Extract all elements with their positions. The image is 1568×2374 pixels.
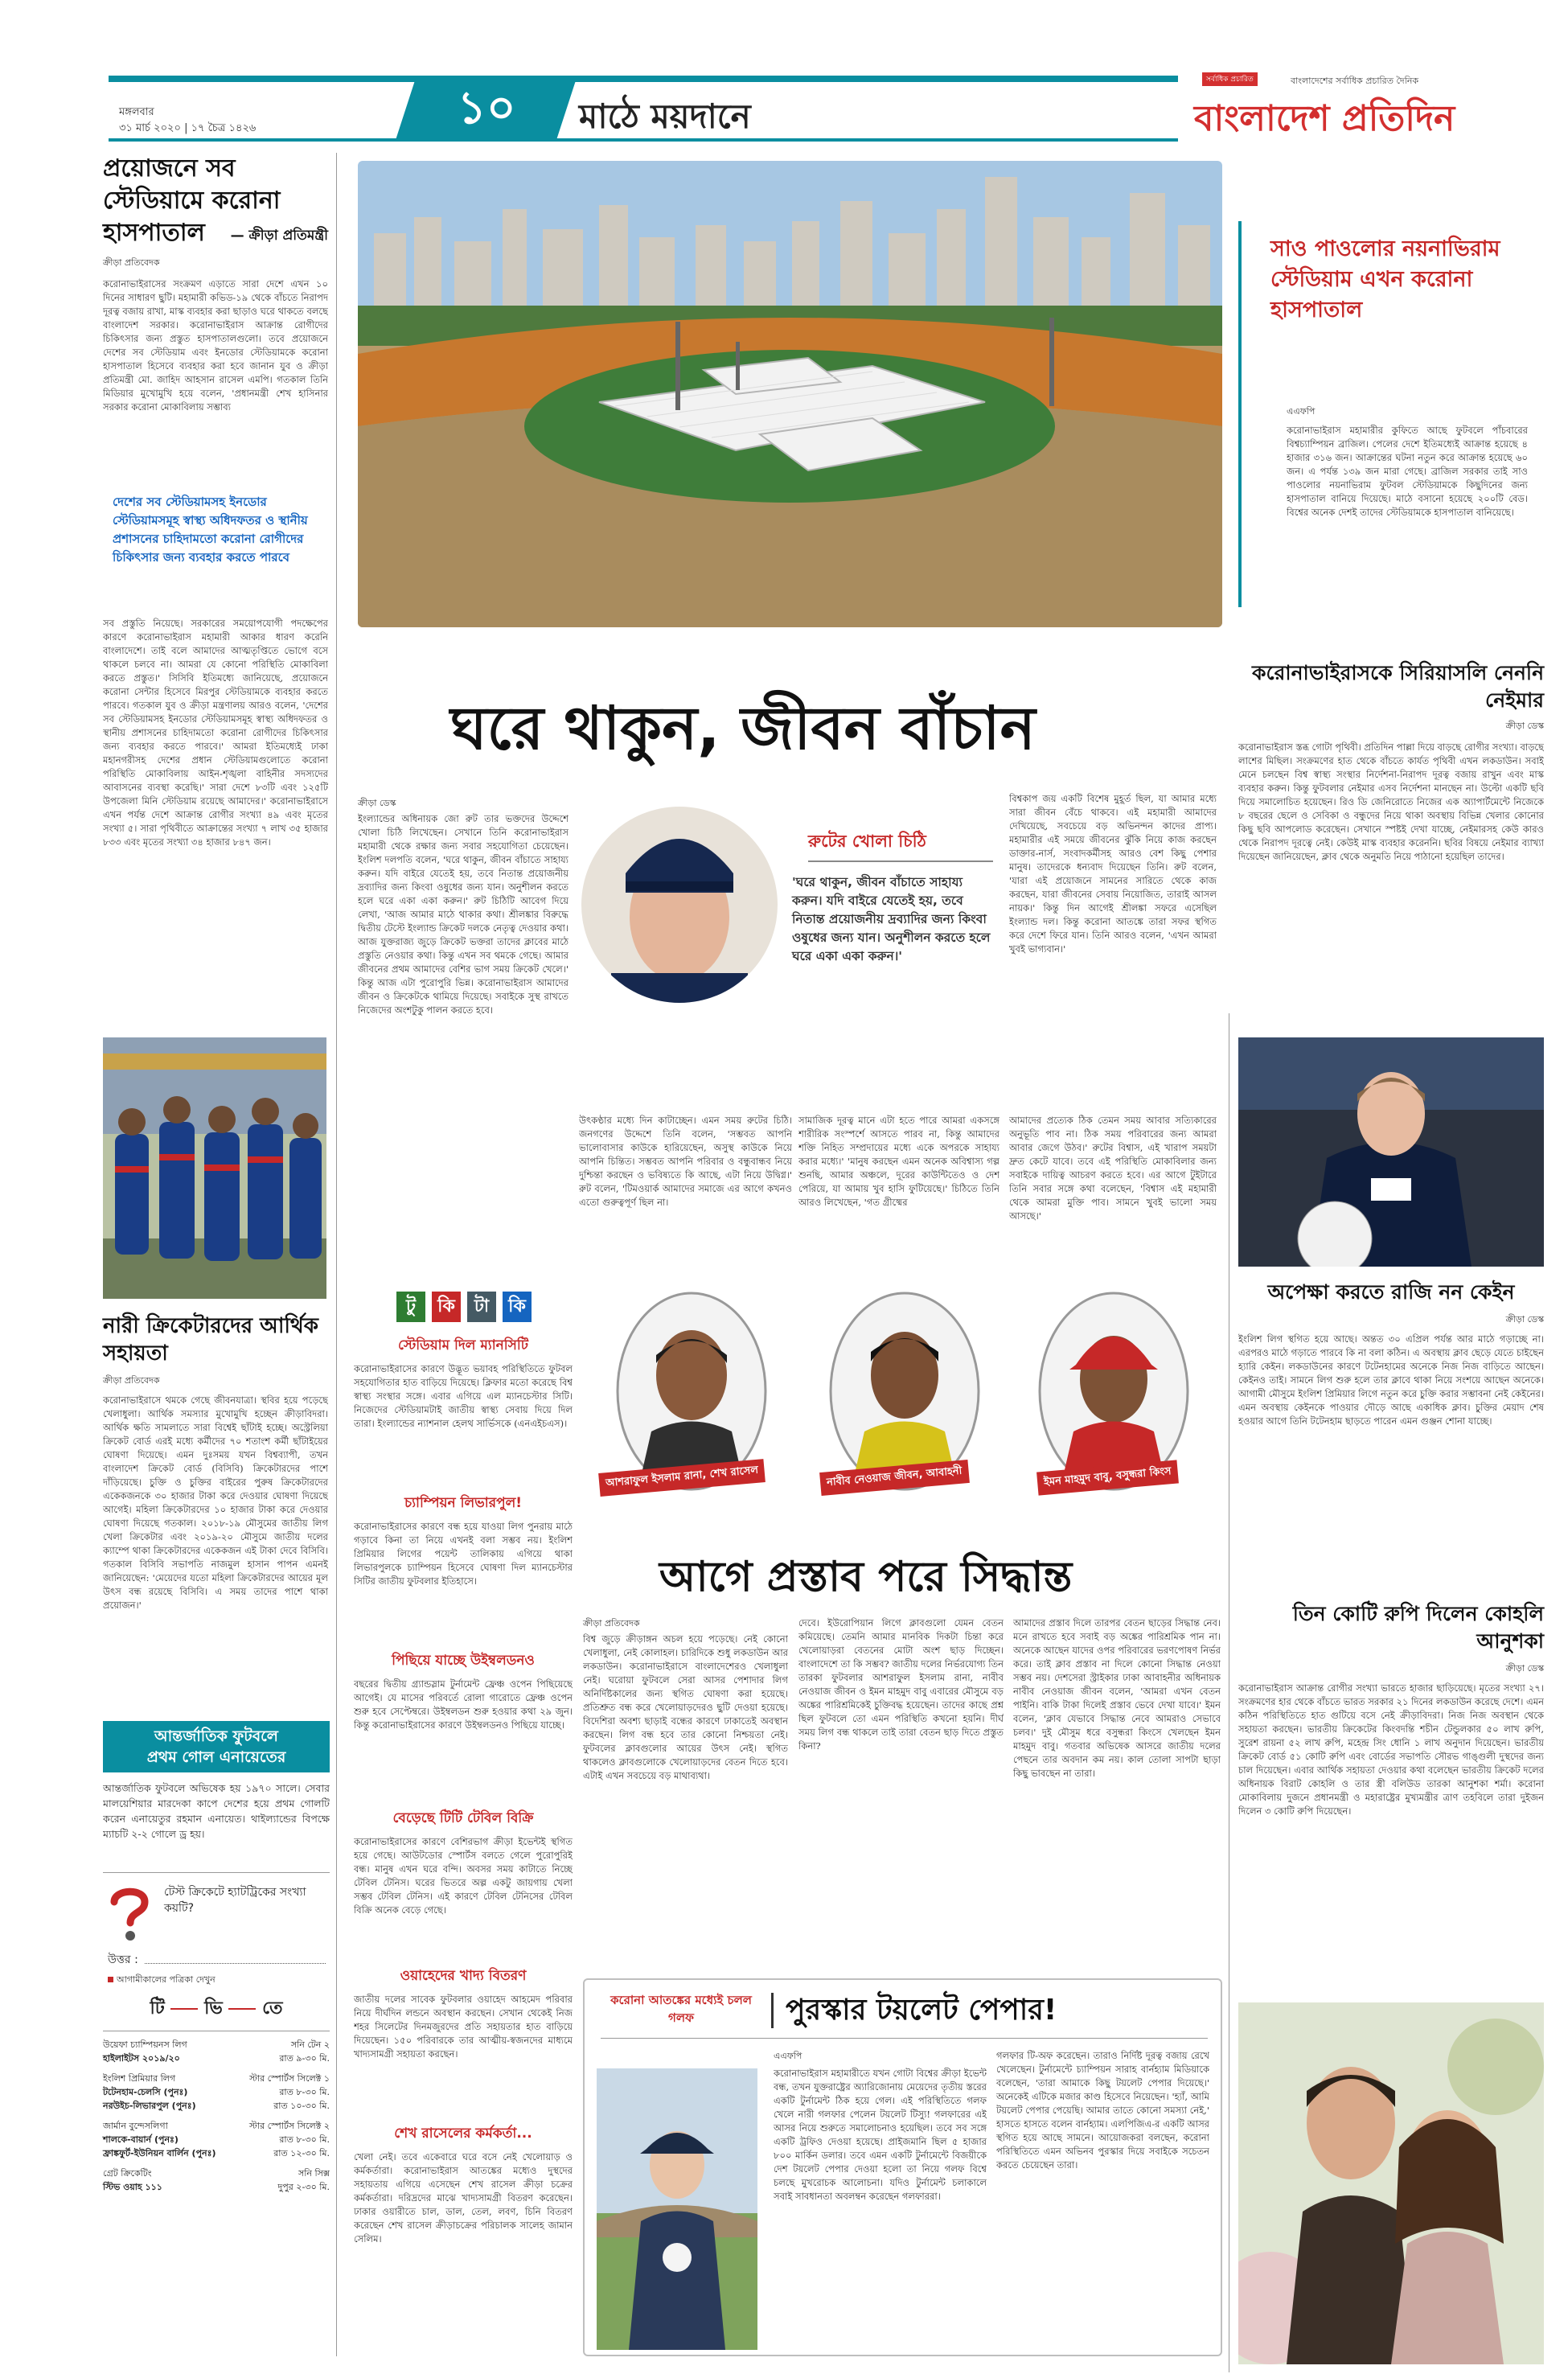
tv-match: নরউইচ-লিভারপুল (পুনঃ) [103, 2101, 196, 2111]
tv-title-1: টি [150, 1998, 165, 2019]
sao-paulo-body: করোনাভাইরাস মহামারীর কুফিতে আছে ফুটবলে পাঁচবারের বিশ্বচ্যাম্পিয়ন ব্রাজিল। পেলের দেশে ইতিমধ্যেই আক্রান্ত হয়েছে ৪ হাজার ৩১৬ জন। আক্রান্তের ঘটনা নতুন করে আক্রান্ত হয়েছে ৬০ জন। এ পর্যন্ত ১৩৯ জন মারা গেছে। ব্রাজিল সরকার তাই সাও পাওলোর নয়নাভিরাম ফুটবল স্টেডিয়ামকে কিছুদিনের জন্য হাসপাতাল বানিয়ে দিয়েছে। মাঠে বসানো হয়েছে ২০০টি বেড। বিশ্বের অনেক দেশই তাদের স্টেডিয়ামকে হাসপাতাল বানিয়েছে। [1287, 425, 1528, 518]
tv-listing-row [103, 2119, 330, 2146]
women-cricket-byline: ক্রীড়া প্রতিবেদক [103, 1375, 160, 1386]
kohli-anushka-photo [1238, 2002, 1544, 2364]
tv-match: শালকে-বায়ার্ন (পুনঃ) [103, 2134, 179, 2145]
joe-root-photo [579, 796, 780, 1013]
golf-divider [771, 1993, 774, 2028]
brand-logo [1186, 71, 1548, 143]
tukitaki-item-body: করোনাভাইরাসের কারণে উদ্ভূত ভয়াবহ পরিস্থিতিতে ফুটবল সহযোগিতার হাত বাড়িয়ে দিয়েছে। ক্লিফার মতো করেছে বিশ্ব স্বাস্থ্য সংস্থার সঙ্গে। এবার এগিয়ে এল ম্যানচেস্টার সিটি। নিজেদের স্টেডিয়ামটাই জাতীয় স্বাস্থ্য সেবায় দিয়ে দিল তারা। ইংল্যান্ডের ন্যাশনাল হেলথ সার্ভিসকে (এনএইচএস)। [354, 1363, 573, 1429]
left-story-para2: সব প্রস্তুতি নিয়েছে। সরকারের সময়োপযোগী পদক্ষেপের কারণে করোনাভাইরাস মহামারী আকার ধারণ করেনি বাংলাদেশে। তাই বলে আমাদের আত্মতৃপ্তিতে ভোগে বসে থাকলে চলবে না। আমরা যে কোনো পরিস্থিতি মোকাবিলা করতে প্রস্তুত।' সিসিবি ইতিমধ্যে জানিয়েছে, প্রয়োজনে করোনা সেন্টার হিসেবে মিরপুর স্টেডিয়ামকে ব্যবহার করতে পারবে। গতকাল যুব ও ক্রীড়া মন্ত্রণালয় আরও বলেন, 'দেশের সব স্টেডিয়ামসহ ইনডোর স্টেডিয়ামসমূহ স্বাস্থ্য অধিদফতর ও স্থানীয় প্রশাসনের চাহিদামতো করোনা রোগীদের চিকিৎসার জন্য ব্যবহার করতে পারবে।' আমরা ইতিমধ্যেই ঢাকা মহানগরীসহ দেশের প্রধান স্টেডিয়ামগুলোতে করোনা পরিস্থিতি মোকাবিলায় আইন-শৃঙ্খলা বাহিনীর সদস্যদের আবাসনের ব্যবস্থা করেছি।' সারা দেশে ৮৩টি এবং ১২৫টি উপজেলা মিনি স্টেডিয়াম রয়েছে আমাদের।' করোনাভাইরাসে এখন পর্যন্ত দেশে আক্রান্ত রোগীর সংখ্যা ৪৯ এবং মৃতের সংখ্যা ৫। সারা পৃথিবীতে আক্রান্তের সংখ্যা ৭ লাখ ৩৫ হাজার ৮৩৩ এবং মৃতের সংখ্যা ৩৪ হাজার ৮৪৭ জন। [103, 618, 328, 848]
question-mark-icon [108, 1884, 151, 1942]
women-cricket-title: নারী ক্রিকেটারদের আর্থিক সহায়তা [103, 1314, 318, 1366]
tv-match-line [103, 2180, 330, 2194]
neymar-title: করোনাভাইরাসকে সিরিয়াসলি নেননি নেইমার [1252, 661, 1544, 712]
quiz-box [103, 1872, 330, 1985]
tv-league: ইংলিশ প্রিমিয়ার লিগ [103, 2073, 176, 2084]
root-col4: সামাজিক দূরত্ব মানে এটা হতে পারে আমরা একসঙ্গে শারীরিক সংস্পর্শে আসতে পারব না, কিন্তু আমাদের শক্তি নিহিত সম্প্রদায়ের মধ্যে একে অপরকে সাহায্য করার মধ্যে।' 'মানুষ করছেন এমন অনেক অবিশ্বাস্য গল্প শুনছি, আমার অঞ্চলে, দূরের কাউন্টিতেও ও দেশ পেরিয়ে, যা আমায় খুব হাসি ফুটিয়েছে।' চিঠিতে তিনি আরও লিখেছেন, 'গত গ্রীষ্মের [798, 1115, 999, 1208]
tv-match: স্টিভ ওয়াহ ১১১ [103, 2182, 162, 2192]
tukitaki-item [354, 1493, 573, 1642]
tukitaki-item-body: করোনাভাইরাসের কারণে বন্ধ হয়ে যাওয়া লিগ পুনরায় মাঠে গড়াবে কিনা তা নিয়ে এখনই বলা সম্ভব নয়। ইংলিশ প্রিমিয়ার লিগের পয়েন্ট তালিকায় এগিয়ে থাকা লিভারপুলকে চ্যাম্পিয়ন হিসেবে ঘোষণা দিল ম্যানচেস্টার সিটির জাতীয় ফুটবলার ইতিহাসে। [354, 1521, 573, 1587]
tv-match-line [103, 2052, 330, 2065]
tv-match: ফ্রাঙ্কফুর্ট-ইউনিয়ন বার্লিন (পুনঃ) [103, 2148, 216, 2158]
tukitaki-letter-4: কি [503, 1292, 532, 1322]
brand-name: বাংলাদেশ প্রতিদিন [1194, 98, 1455, 139]
quiz-note-text: আগামীকালের পত্রিকা দেখুন [117, 1974, 215, 1985]
golfer-photo [597, 2068, 757, 2350]
root-col5: আমাদের প্রত্যেক ঠিক তেমন সময় আবার সত্যিকারের অনুভূতি পাব না। ঠিক সময় পরিবারের জন্য আমরা আবার জেগে উঠব।' রুটের বিশ্বাস, এই খারাপ সময়টা দ্রুত কেটে যাবে। তবে এই পরিস্থিতি মোকাবিলার জন্য সবাইকে দায়িত্ব আচরণ করতে হবে। এর আগে টুইটারে তিনি সবার সঙ্গে কথা বলেছেন, 'বিশ্বাস এই মহামারী থেকে আমরা মুক্তি পাব। সামনে খুবই ভালো সময় আসছে।' [1009, 1115, 1217, 1222]
tv-time: রাত ৯-৩০ মি. [279, 2053, 330, 2064]
player-1 [599, 1291, 784, 1532]
proposal-col3: আমাদের প্রস্তাব দিলে তারপর বেতন ছাড়ের সিদ্ধান্ত নেব। মনে রাখতে হবে সবাই বড় অঙ্কের পারিশ্রমিক পান না। অনেকে আছেন যাদের ওপর পরিবারের ভরণপোষণ নির্ভর করে। তাই ক্লাব প্রস্তাব না দিলে কোনো সিদ্ধান্ত নেওয়া সম্ভব নয়। দেশসেরা স্ট্রাইকার ঢাকা আবাহনীর অধিনায়ক নাবীব নেওয়াজ জীবন বলেন, 'আমরা এখন বেতন পাইনি। বাকি টাকা দিলেই প্রস্তাব ভেবে দেখা যাবে।' ইমন বলেন, 'ক্লাব যেভাবে সিদ্ধান্ত নেবে আমরাও সেভাবে চলব।' দুই মৌসুম ধরে বসুন্ধরা কিংসে খেলছেন ইমন মাহমুদ বাবু। গতবার অভিষেক আসরে জাতীয় দলের পেছনে তার অবদান কম নয়। কাল তোলা সাপটা ছাড়া কিছু ভাবছেন না তারা। [1013, 1617, 1221, 1779]
player-1-label: আশরাফুল ইসলাম রানা, শেখ রাসেল [598, 1459, 766, 1497]
left-story-highlight: দেশের সব স্টেডিয়ামসহ ইনডোর স্টেডিয়ামসমূহ স্বাস্থ্য অধিদফতর ও স্থানীয় প্রশাসনের চাহিদামতো করোনা রোগীদের চিকিৎসার জন্য ব্যবহার করতে পারবে [113, 495, 308, 565]
tv-time: রাত ৮-৩০ মি. [279, 2087, 330, 2097]
root-col3: বিশ্বকাপ জয় একটি বিশেষ মুহূর্ত ছিল, যা আমার মধ্যে সারা জীবন বেঁচে থাকবে। এই মহামারী আমাদের দেখিয়েছে, সবচেয়ে বড় অভিনন্দন কাদের প্রাপ্য। মহামারীর এই সময়ে জীবনের ঝুঁকি নিয়ে কাজ করছেন ডাক্তার-নার্স, সংবাদকর্মীসহ আরও বেশ কিছু পেশার মানুষ। তাদেরকে ধন্যবাদ দিয়েছেন তিনি। রুট বলেন, 'যারা এই প্রয়োজনে সামনের সারিতে থেকে কাজ করছেন, যারা জীবনের সেবায় নিয়োজিত, তারাই আসল নায়ক।' কিন্তু দিন আগেই শ্রীলঙ্কা সফরে এসেছিল ইংল্যান্ড দল। কিন্তু করোনা আতঙ্কে তারা সফর স্থগিত করে দেশে ফিরে যান। তিনি আরও বলেন, 'এখন আমরা খুবই ভাগ্যবান।' [1009, 793, 1217, 955]
golf-col2: গলফার টি-অফ করেছেন। তারাও নির্দিষ্ট দূরত্ব বজায় রেখে খেলেছেন। টুর্নামেন্টে চ্যাম্পিয়ন সারাহ বার্নহ্যাম মিডিয়াকে বলেছেন, 'তারা আমাকে কিছু টয়লেট পেপার দিয়েছে।' অনেকেই এটিকে মজার কাণ্ড হিসেবে নিয়েছেন। 'হ্যাঁ, আমি টয়লেট পেপার পেয়েছি। আমার তাতে কোনো সমস্যা নেই,' হাসতে হাসতে বলেন বার্নহ্যাম। এলপিজিএ-র একটি আসর স্থগিত হয়ে আছে সামনে। আয়োজকরা বলছেন, করোনা পরিস্থিতিতে এমন অভিনব পুরস্কার দিয়ে সবাইকে সচেতন করতে চেয়েছেন তারা। [996, 2050, 1209, 2171]
tv-time: রাত ৮-৩০ মি. [279, 2134, 330, 2145]
proposal-col1: বিশ্ব জুড়ে ক্রীড়াঙ্গন অচল হয়ে পড়েছে। নেই কোনো খেলাধুলা, নেই কোলাহল। চারিদিকে শুধু লকডাউন আর লকডাউন। করোনাভাইরাসে বাংলাদেশেরও খেলাধুলা নেই। ঘরোয়া ফুটবলে সেরা আসর পেশাদার লিগ অনির্দিষ্টকালের জন্য স্থগিত ঘোষণা করা হয়েছে। প্রতিশ্রুত বন্ধ করে খেলোয়াড়দেরও ছুটি দেওয়া হয়েছে। বিদেশিরা অবশ্য ছাড়াই বন্ধের কারণে ঢাকাতেই অবস্থান করছেন। লিগ বন্ধ হবে তার কোনো নিশ্চয়তা নেই। ফুটবলের ক্লাবগুলোর আয়ের উৎস নেই। স্থগিত থাকলেও ক্লাবগুলোকে খেলোয়াড়দের বেতন দিতে হবে। এটাই এখন সবচেয়ে বড় মাথাব্যথা। [583, 1633, 788, 1781]
tv-match: হাইলাইটস ২০১৯/২০ [103, 2053, 180, 2064]
left-story-attribution: — ক্রীড়া প্রতিমন্ত্রী [230, 228, 328, 244]
tv-channel: স্টার স্পোর্টস সিলেক্ট ১ [248, 2073, 330, 2084]
kohli-title: তিন কোটি রুপি দিলেন কোহলি আনুশকা [1292, 1602, 1544, 1653]
golf-col1: করোনাভাইরাস মহামারীতে যখন গোটা বিশ্বের ক্রীড়া ইভেন্ট বন্ধ, তখন যুক্তরাষ্ট্রের অ্যারিজোনায় মেয়েদের তৃতীয় স্তরের একটি টুর্নামেন্ট ঠিক হয়ে গেল। এই পরিস্থিতিতে গলফ খেলে নারী গলফার পেলেন টয়লেট টিস্যু! গলফারের এই আসর নিয়ে শুরুতে সমালোচনাও হয়েছিল। তবে সব সঙ্গে একটি ট্রফিও দেওয়া হয়েছে। প্রাইজমানি ছিল ৫ হাজার ৮০০ মার্কিন ডলার। তবে এমন একটি টুর্নামেন্টে বিজয়ীকে দেশ টয়লেট পেপার দেওয়া হলো তা নিয়ে গলফ বিশ্বে চলছে মুখরোচক আলোচনা। যদিও টুর্নামেন্ট চলাকালে সবাই সাবধানতা অবলম্বন করেছেন গলফাররা। [774, 2068, 987, 2202]
neymar-body: করোনাভাইরাস স্তব্ধ গোটা পৃথিবী। প্রতিদিন পাল্লা দিয়ে বাড়ছে রোগীর সংখ্যা। বাড়ছে লাশের মিছিল। সংক্রমণের হাত থেকে বাঁচতে কার্যত পৃথিবী এখন লকডাউন। সবাই মেনে চলছেন বিশ্ব স্বাস্থ্য সংস্থার নির্দেশনা-নিরাপদ দূরত্ব বজায় রাখুন এবং মাস্ক ব্যবহার করুন। কিন্তু ফুটবলার নেইমার এসব নির্দেশনা মানছেন না। উল্টো একটি ছবি দিয়ে সমালোচিত হয়েছেন। রিও ডি জেনিরোতে নিজের এক অ্যাপার্টমেন্টে নিজেকে ৮ বছরের ছেলে ও সেবিকা ও বন্ধুদের নিয়ে থাকা অবস্থায় বিভিন্ন খেলার কোনোর কিছু ছবি আপলোড করেছেন। সেখানে স্পষ্টই দেখা যাচ্ছে, নেইমারসহ কেউ কারও থেকে নিরাপদ দূরত্বে নেই। কেউই মাস্ক ব্যবহার করেননি। ছবির বিষয়ে নেইমার ব্যাখ্যা দিয়েছেন জানিয়েছেন, ক্লাব থেকে অনুমতি নিয়ে পাঠানো হয়েছিল তাদের। [1238, 741, 1544, 862]
intl-football-box [103, 1721, 330, 1865]
tv-listing-row [103, 2072, 330, 2099]
tv-title-sep-1 [170, 2008, 198, 2010]
brand-tagline: বাংলাদেশের সর্বাধিক প্রচারিত দৈনিক [1291, 76, 1419, 86]
women-cricketers-photo [103, 1037, 326, 1299]
tukitaki-item-title: বেড়েছে টিটি টেবিল বিক্রি [392, 1810, 534, 1826]
tv-channel: সনি টেন ২ [290, 2039, 330, 2050]
golf-kicker: করোনা আতঙ্কের মধ্যেই চলল গলফ [610, 1993, 752, 2025]
tv-league: জার্মান বুন্দেসলিগা [103, 2121, 168, 2131]
root-tag-rule [808, 860, 993, 862]
neymar-byline: ক্রীড়া ডেস্ক [1505, 721, 1544, 731]
player-photos [583, 1283, 1226, 1536]
tv-match-line [103, 2146, 330, 2160]
golf-headline: পুরস্কার টয়লেট পেপার! [786, 1994, 1057, 2027]
intl-football-body: আন্তর্জাতিক ফুটবলে অভিষেক হয় ১৯৭০ সালে। সেবার মালয়েশিয়ার মারদেকা কাপে দেশের হয়ে প্রথম গোলটি করেন এনায়েতুর রহমান এনায়েত। থাইল্যান্ডের বিপক্ষে ম্যাচটি ২-২ গোলে ড্র হয়। [103, 1782, 330, 1840]
tv-title-sep-2 [228, 2008, 256, 2010]
quiz-note [108, 1973, 215, 1988]
intl-football-title-line2: প্রথম গোল এনায়েতের [146, 1748, 286, 1766]
sao-paulo-stadium-photo [358, 161, 1222, 627]
neymar-story [1238, 659, 1544, 1006]
women-cricket-story [103, 1312, 328, 1715]
tukitaki-item-title: চ্যাম্পিয়ন লিভারপুল! [404, 1495, 523, 1511]
weekday: মঙ্গলবার [119, 106, 154, 118]
tukitaki-item-body: করোনাভাইরাসের কারণে বেশিরভাগ ক্রীড়া ইভেন্টই স্থগিত হয়ে গেছে। আউটডোর স্পোর্টস বলতে গেলে পুরোপুরিই বন্ধ। মানুষ এখন ঘরে বন্দি। অবসর সময় কাটাতে নিচ্ছে টেবিল টেনিস। ঘরের ভিতরে অল্প একটু জায়গায় খেলা সম্ভব টেবিল টেনিস। এই কারণে টেবিল টেনিসের টেবিল বিক্রি অনেক বেড়ে গেছে। [354, 1836, 573, 1916]
tukitaki-item [354, 1335, 573, 1485]
harry-kane-photo [1238, 1037, 1544, 1267]
left-story-byline: ক্রীড়া প্রতিবেদক [103, 257, 160, 268]
quiz-answer-line[interactable] [145, 1963, 326, 1964]
sao-paulo-byline: এএফপি [1287, 406, 1316, 417]
tv-listing-row [103, 2146, 330, 2160]
tv-listing-header [103, 2072, 330, 2085]
tukitaki-title [396, 1285, 541, 1325]
player-2-label: নাবীব নেওয়াজ জীবন, আবাহনী [819, 1460, 970, 1496]
proposal-headline: আগে প্রস্তাব পরে সিদ্ধান্ত [659, 1553, 1073, 1601]
quiz-question: টেস্ট ক্রিকেটে হ্যাটট্রিকের সংখ্যা কয়টি? [164, 1886, 306, 1915]
tukitaki-letter-1: টু [396, 1292, 425, 1322]
sao-paulo-story [1238, 205, 1544, 627]
tv-rows [103, 2038, 330, 2194]
tv-listing-header [103, 2038, 330, 2052]
kohli-body: করোনাভাইরাস আক্রান্ত রোগীর সংখ্যা ভারতে হাজার ছাড়িয়েছে। মৃতের সংখ্যা ২৭। সংক্রমণের হার থেকে বাঁচতে ভারত সরকার ২১ দিনের লকডাউন করেছে দেশে। এমন কঠিন পরিস্থিতিতে হাত গুটিয়ে বসে নেই ক্রীড়াবিদরা। নিজ নিজ অবস্থান থেকে সহায়তা করছেন। ভারতীয় ক্রিকেটের কিংবদন্তি শচীন টেন্ডুলকার ৫০ লাখ রুপি, সুরেশ রায়না ৫২ লাখ রুপি, মহেন্দ্র সিং ধোনি ১ লাখ অনুদান দিয়েছেন। ভারতীয় ক্রিকেট বোর্ড ৫১ কোটি রুপি এবং বোর্ডের সভাপতি সৌরভ গাঙ্গুলী দুস্থদের জন্য চাল দিয়েছেন। এবার আর্থিক সহায়তা দেওয়ার কথা বলেছেন ভারতীয় ক্রিকেট দলের অধিনায়ক বিরাট কোহলি ও তার স্ত্রী বলিউড তারকা আনুশকা শর্মা। করোনা মোকাবিলায় দুজনে প্রধানমন্ত্রী ও মহারাষ্ট্রের মুখ্যমন্ত্রীর ত্রাণ তহবিলে তারা দুইজন দিলেন ৩ কোটি রুপি দিয়েছেন। [1238, 1682, 1544, 1817]
tv-match-line [103, 2085, 330, 2099]
women-cricket-body: করোনাভাইরাসে থমকে গেছে জীবনযাত্রা। স্থবির হয়ে পড়েছে খেলাধুলা। আর্থিক সমস্যার মুখোমুখি হচ্ছেন ক্রীড়াবিদরা। আর্থিক ক্ষতি সামলাতে সারা বিশ্বেই ছাঁটাই হচ্ছে। অস্ট্রেলিয়া ক্রিকেট বোর্ড এরই মধ্যে কর্মীদের ৭০ শতাংশ কর্মী ছাঁটাইয়ের ঘোষণা দিয়েছে। এমন দুঃসময় যখন বিশ্বব্যাপী, তখন বাংলাদেশ ক্রিকেট বোর্ড (বিসিবি) ক্রিকেটারদের পাশে দাঁড়িয়েছে। চুক্তি ও চুক্তির বাইরের পুরুষ ক্রিকেটারদের একেকজনকে ৩০ হাজার টাকা করে দেওয়ার ঘোষণা দিয়েছে আগেই। মহিলা ক্রিকেটারদের ১০ হাজার টাকা করে দেওয়ার ঘোষণা দিয়েছে গতকাল। ২০১৮-১৯ মৌসুমের জাতীয় লিগ খেলা ক্রিকেটার এবং ২০১৯-২০ মৌসুমে জাতীয় দলের ক্যাম্পে থাকা ক্রিকেটারদের একেকজন এই টাকা দেবে বিসিবি। গতকাল বিসিবি সভাপতি নাজমুল হাসান পাপন এমনই জানিয়েছেন: 'মেয়েদের যতো মহিলা ক্রিকেটারদের আয়ের মূল উৎস বন্ধ রয়েছে বিসিবি। এ সময় তাদের পাশে থাকা প্রয়োজন।' [103, 1394, 328, 1611]
left-story [103, 153, 328, 1083]
tv-time: রাত ১০-৩০ মি. [273, 2101, 330, 2111]
proposal-col2: দেবে। ইউরোপিয়ান লিগে ক্লাবগুলো যেমন বেতন কমিয়েছে। তেমনি আমার মানবিক দিকটা চিন্তা করে খেলোয়াড়রা বেতনের মোটা অংশ ছাড় দিচ্ছেন। বাংলাদেশে তা কি সম্ভব? জাতীয় দলের নির্ভরযোগ্য তিন তারকা ফুটবলার আশরাফুল ইসলাম রানা, নাবীব নেওয়াজ জীবন ও ইমন মাহমুদ বাবু এবারের মৌসুমে বড় অঙ্কের পারিশ্রমিকেই চুক্তিবদ্ধ হয়েছেন। তাদের কাছে প্রশ্ন ছিল ফুটবলে তো এমন পরিস্থিতি কখনো হয়নি। দীর্ঘ সময় লিগ বন্ধ থাকলে তাই তারা বেতন ছাড় দিতে প্রস্তুত কিনা? [798, 1617, 1004, 1752]
tukitaki-item-body: খেলা নেই। তবে একেবারে ঘরে বসে নেই খেলোয়াড় ও কর্মকর্তারা। করোনাভাইরাস আতঙ্কের মধ্যেও দুস্থদের সহায়তায় এগিয়ে এসেছেন শেখ রাসেল ক্রীড়া চক্রের কর্মকর্তারা। দরিদ্রদের মাঝে খাদ্যসামগ্রী বিতরণ করেছেন। ঢাকার ওয়ারীতে চাল, ডাল, তেল, লবণ, চিনি বিতরণ করেছেন শেখ রাসেল ক্রীড়াচক্রের পরিচালক সালেহ জামান সেলিম। [354, 2151, 573, 2245]
root-quote: 'ঘরে থাকুন, জীবন বাঁচাতে সাহায্য করুন। যদি বাইরে যেতেই হয়, তবে নিতান্ত প্রয়োজনীয় দ্রব্যাদির জন্য কিংবা ওষুধের জন্য যান। অনুশীলন করতে হলে ঘরে একা একা করুন।' [792, 875, 991, 963]
tukitaki-item [354, 1965, 573, 2115]
player-2 [812, 1291, 997, 1532]
root-feature [579, 796, 1001, 1102]
tv-listing-header [103, 2119, 330, 2133]
quiz-answer-label: উত্তর : [108, 1953, 138, 1966]
tv-match: টটেনহাম-চেলসি (পুনঃ) [103, 2087, 188, 2097]
section-title: মাঠে ময়দানে [579, 97, 751, 136]
left-story-title: প্রয়োজনে সব স্টেডিয়ামে করোনা হাসপাতাল [103, 154, 281, 247]
tv-listing-row [103, 2099, 330, 2113]
tv-title-2: ভি [204, 1998, 223, 2019]
brand-badge: সর্বাধিক প্রচারিত [1202, 72, 1258, 86]
tv-league: গ্রেট ক্রিকেটিং [103, 2168, 152, 2179]
tv-match-line [103, 2133, 330, 2146]
tv-title [103, 1994, 330, 2031]
tukitaki-item [354, 2123, 573, 2271]
kane-title: অপেক্ষা করতে রাজি নন কেইন [1267, 1280, 1515, 1304]
quiz-note-marker [108, 1977, 113, 1982]
golf-rule [601, 2038, 1208, 2039]
tukitaki-item-body: জাতীয় দলের সাবেক ফুটবলার ওয়াহেদ আহমেদ পরিবার নিয়ে দীর্ঘদিন লন্ডনে অবস্থান করছেন। সেখান থেকেই নিজ শহর সিলেটের দিনমজুরদের প্রতি সহায়তার হাত বাড়িয়ে দিয়েছেন। ১৫০ পরিবারকে তার আত্মীয়-স্বজনদের মাধ্যমে খাদ্যসামগ্রী সহায়তা করছেন। [354, 1994, 573, 2060]
tukitaki-item-title: স্টেডিয়াম দিল ম্যানসিটি [397, 1337, 529, 1353]
tv-listing-header [103, 2167, 330, 2180]
player-3 [1021, 1291, 1214, 1532]
tv-channel: সনি সিক্স [298, 2168, 330, 2179]
tv-listing-row [103, 2167, 330, 2194]
tukitaki-letter-3: টা [467, 1292, 496, 1322]
tukitaki-column [354, 1335, 573, 2364]
column-rule-left [336, 153, 337, 2356]
root-letter-tag: রুটের খোলা চিঠি [808, 832, 926, 851]
left-story-para1: করোনাভাইরাসের সংক্রমণ এড়াতে সারা দেশে এখন ১০ দিনের সাধারণ ছুটি। মহামারী কভিড-১৯ থেকে বাঁচতে নিরাপদ দূরত্ব বজায় রাখা, মাস্ক ব্যবহার করা ছাড়াও ঘরে থাকতে বলছে বাংলাদেশ সরকার। করোনাভাইরাস আক্রান্ত রোগীদের চিকিৎসার জন্য প্রস্তুত হাসপাতালগুলো। তবে প্রয়োজনে দেশের সব স্টেডিয়াম এবং ইনডোর স্টেডিয়ামকে করোনা হাসপাতাল হিসেবে ব্যবহার করা হবে জানান যুব ও ক্রীড়া প্রতিমন্ত্রী মো. জাহিদ আহসান রাসেল এমপি। গতকাল তিনি মিডিয়ার মুখোমুখি হয়ে বলেন, 'প্রধানমন্ত্রী শেখ হাসিনার সরকার করোনা মোকাবিলায় সম্ভাব্য [103, 278, 328, 413]
intl-football-title-bar [103, 1721, 330, 1772]
tukitaki-letter-2: কি [432, 1292, 461, 1322]
kane-body: ইংলিশ লিগ স্থগিত হয়ে আছে। অন্তত ৩০ এপ্রিল পর্যন্ত আর মাঠে গড়াচ্ছে না। এরপরও মাঠে গড়াতে পারবে কি না বলা কঠিন। এ অবস্থায় ক্লাব ছেড়ে যেতে চাইছেন হ্যারি কেইন। লকডাউনের কারণে টটেনহামের অনেকে নিজ নিজ বাড়িতে আছেন। কেইনও তাই। সামনে লিগ শুরু হলে তার ক্লাবে থাকা নিয়ে সংশয়ে আছেন অনেকে। আগামী মৌসুমে ইংলিশ প্রিমিয়ার লিগে নতুন করে চুক্তি করার সম্ভাবনা নেই কেইনের। এমন অবস্থায় কেইনকে পাওয়ার দৌড়ে আছে একাধিক ক্লাব। চুক্তির মেয়াদ শেষ হওয়ার আগে তিনি টটেনহাম ছাড়তে পারেন এমন গুঞ্জন শোনা যাচ্ছে। [1238, 1333, 1544, 1427]
tv-match-line [103, 2099, 330, 2113]
tukitaki-item [354, 1808, 573, 1957]
tv-channel: স্টার স্পোর্টস সিলেক্ট ২ [248, 2121, 330, 2131]
kane-byline: ক্রীড়া ডেস্ক [1505, 1314, 1544, 1325]
tv-title-3: তে [262, 1998, 283, 2019]
masthead-rule [109, 76, 1178, 82]
issue-date: ৩১ মার্চ ২০২০ | ১৭ চৈত্র ১৪২৬ [119, 122, 257, 134]
tv-league: উয়েফা চ্যাম্পিয়নস লিগ [103, 2039, 187, 2050]
root-col2: উৎকণ্ঠার মধ্যে দিন কাটাচ্ছেন। এমন সময় রুটের চিঠি। জনগণের উদ্দেশে তিনি বলেন, 'সম্ভবত আপনি ভালোবাসার কাউকে হারিয়েছেন, অসুস্থ কাউকে নিয়ে আপনি চিন্তিত। সম্ভবত আপনি পরিবার ও বন্ধুবান্ধব নিয়ে দুশ্চিন্তা করছেন ও ভবিষ্যতে কি আছে, এটা নিয়ে উদ্বিগ্ন।' রুট বলেন, 'টিমওয়ার্ক আমাদের সমাজে এর আগে কখনও এতো গুরুত্বপূর্ণ ছিল না। [579, 1115, 792, 1208]
masthead [0, 0, 1568, 145]
sao-paulo-title: সাও পাওলোর নয়নাভিরাম স্টেডিয়াম এখন করোনা হাসপাতাল [1270, 236, 1500, 322]
root-col1: ইংল্যান্ডের অধিনায়ক জো রুট তার ভক্তদের উদ্দেশে খোলা চিঠি লিখেছেন। সেখানে তিনি করোনাভাইরাস মহামারী থেকে রক্ষার জন্য সবার সহযোগিতা চেয়েছেন। ইংলিশ দলপতি বলেন, 'ঘরে থাকুন, জীবন বাঁচাতে সাহায্য করুন। যদি বাইরে যেতেই হয়, তবে নিতান্ত প্রয়োজনীয় দ্রব্যাদির জন্য কিংবা ওষুধের জন্য যান। অনুশীলন করতে হলে ঘরে একা একা করুন।' রুট চিঠিটি আবেগ দিয়ে লেখা, 'আজ আমার মাঠে থাকার কথা। শ্রীলঙ্কার বিরুদ্ধে দ্বিতীয় টেস্টে ইংল্যান্ড ক্রিকেট দলকে নেতৃত্ব দেওয়ার কথা। আজ যুক্তরাজ্য জুড়ে ক্রিকেট ভক্তরা তাদের ক্লাবের মাঠে প্রস্তুতি নেওয়ার কথা। কিন্তু এখন সব থমকে গেছে। আমার জীবনের প্রথম আমাদের বেশির ভাগ সময় ক্রিকেট খেলে।' কিন্তু আজ এটা পুরোপুরি ভিন্ন। করোনাভাইরাস আমাদের জীবন ও ক্রিকেটকে থামিয়ে দিয়েছে। সবাইকে সুস্থ রাখতে নিজেদের অংশটুকু পালন করতে হবে। [358, 813, 569, 1016]
sao-paulo-accent [1238, 221, 1242, 607]
tukitaki-item-title: শেখ রাসেলের কর্মকর্তা... [394, 2126, 532, 2142]
page-number: ১০ [457, 82, 516, 134]
intl-football-title-line1: আন্তর্জাতিক ফুটবলে [154, 1727, 278, 1745]
tukitaki-item [354, 1650, 573, 1800]
tv-time: রাত ১২-৩০ মি. [273, 2148, 330, 2158]
kohli-story [1238, 1600, 1544, 1947]
kohli-byline: ক্রীড়া ডেস্ক [1505, 1663, 1544, 1674]
tv-time: দুপুর ২-৩০ মি. [277, 2182, 330, 2192]
proposal-byline: ক্রীড়া প্রতিবেদক [583, 1618, 640, 1629]
golf-byline: এএফপি [774, 2051, 802, 2061]
player-3-label: ইমন মাহমুদ বাবু, বসুন্ধরা কিংস [1036, 1460, 1179, 1495]
tukitaki-item-body: বছরের দ্বিতীয় গ্র্যান্ডস্লাম টুর্নামেন্ট ফ্রেঞ্চ ওপেন পিছিয়েছে আগেই। যে মাসের পরিবর্তে রোলা গারোতে ফ্রেঞ্চ ওপেন শুরু হবে সেপ্টেম্বরে। উইম্বলডন শুরু হওয়ার কথা ২৯ জুন। কিন্তু করোনাভাইরাসের কারণে উইম্বলডনও পিছিয়ে যাচ্ছে। [354, 1678, 573, 1731]
root-byline: ক্রীড়া ডেস্ক [358, 798, 396, 808]
kane-story [1238, 1279, 1544, 1509]
tukitaki-item-title: ওয়াহেদের খাদ্য বিতরণ [400, 1968, 527, 1984]
golf-box [583, 1978, 1222, 2356]
tv-listing [103, 1994, 330, 2194]
root-headline: ঘরে থাকুন, জীবন বাঁচান [450, 694, 1036, 763]
tv-listing-row [103, 2038, 330, 2065]
tukitaki-item-title: পিছিয়ে যাচ্ছে উইম্বলডনও [392, 1653, 535, 1669]
